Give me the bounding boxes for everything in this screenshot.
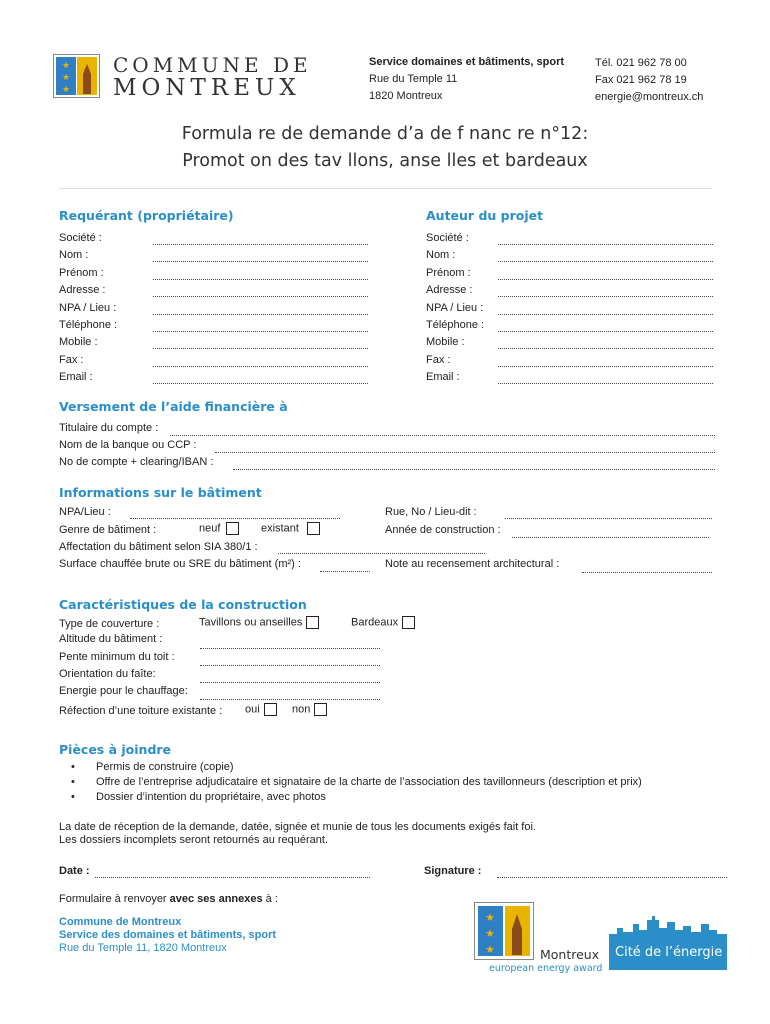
auteur-field-label: Nom :: [426, 249, 456, 262]
date-input[interactable]: [95, 877, 370, 878]
svg-text:★: ★: [61, 73, 71, 83]
crest-icon: [53, 54, 100, 98]
auteur-field-input[interactable]: [498, 331, 713, 332]
refection-label: Réfection d’une toiture existante :: [59, 705, 223, 717]
auteur-field-label: NPA / Lieu :: [426, 301, 484, 314]
altitude-label: Altitude du bâtiment :: [59, 633, 163, 645]
tavillons-label: Tavillons ou anseilles: [199, 616, 303, 629]
auteur-field-input[interactable]: [498, 366, 713, 367]
rue-label: Rue, No / Lieu-dit :: [385, 506, 477, 518]
auteur-field-input[interactable]: [498, 296, 713, 297]
requerant-field-input[interactable]: [153, 244, 368, 245]
existant-checkbox[interactable]: [307, 522, 320, 535]
list-item: • Permis de construire (copie): [71, 761, 234, 773]
couverture-label: Type de couverture :: [59, 618, 160, 630]
form-title-line1: Formula re de demande d’a de f nanc re n°12:: [181, 124, 589, 144]
footer-montreux: Montreux: [540, 947, 600, 962]
auteur-field-label: Adresse :: [426, 284, 473, 297]
pente-label: Pente minimum du toit :: [59, 651, 175, 663]
requerant-field-label: Téléphone :: [59, 319, 118, 331]
requerant-field-label: Fax :: [59, 353, 84, 366]
pieces-list: [71, 761, 642, 806]
auteur-field-input[interactable]: [498, 279, 713, 280]
auteur-field-input[interactable]: [498, 314, 713, 315]
neuf-checkbox[interactable]: [226, 522, 239, 535]
energie-label: Energie pour le chauffage:: [59, 685, 188, 697]
date-label: Date :: [59, 865, 90, 877]
list-item: • Dossier d’intention du propriétaire, avec photos: [71, 791, 326, 803]
footer-eea: european energy award: [489, 963, 603, 974]
auteur-field-label: Mobile :: [426, 336, 465, 349]
commune-crest: [53, 54, 100, 98]
address-line2: Service des domaines et bâtiments, sport: [59, 929, 277, 941]
renvoyer-text: Formulaire à renvoyer avec ses annexes à :: [59, 893, 278, 905]
annee-input[interactable]: [512, 537, 709, 538]
header-service: Service domaines et bâtiments, sport: [369, 56, 565, 68]
requerant-field-label: Mobile :: [59, 336, 98, 349]
compte-label: No de compte + clearing/IBAN :: [59, 456, 214, 468]
form-title-line2: Promot on des tav llons, anse lles et bardeaux: [182, 151, 588, 171]
auteur-field-input[interactable]: [498, 261, 713, 262]
note-label: Note au recensement architectural :: [385, 558, 560, 570]
iban-input[interactable]: [233, 469, 715, 470]
auteur-field-input[interactable]: [498, 244, 713, 245]
rue-input[interactable]: [505, 518, 712, 519]
npa-label: NPA/Lieu :: [59, 506, 111, 518]
pente-input[interactable]: [200, 665, 380, 666]
auteur-field-label: Email :: [426, 371, 460, 384]
logo-line1: COMMUNE DE: [113, 53, 312, 77]
address-line3: Rue du Temple 11, 1820 Montreux: [59, 942, 227, 954]
auteur-heading: Auteur du projet: [426, 208, 544, 223]
bardeaux-label: Bardeaux: [351, 616, 399, 629]
note-input[interactable]: [582, 572, 712, 573]
svg-text:★: ★: [61, 85, 71, 95]
header-email[interactable]: energie@montreux.ch: [595, 91, 704, 103]
footer-crest: [474, 902, 534, 960]
neuf-label: neuf: [199, 522, 221, 535]
signature-input[interactable]: [497, 877, 727, 878]
orientation-label: Orientation du faîte:: [59, 668, 156, 680]
notice-line1: La date de réception de la demande, datée, signée et munie de tous les documents exigés fait foi.: [59, 821, 536, 833]
titulaire-input[interactable]: [170, 435, 715, 436]
auteur-field-label: Téléphone :: [426, 319, 485, 331]
auteur-field-label: Prénom :: [426, 266, 471, 279]
requerant-field-input[interactable]: [153, 366, 368, 367]
auteur-field-label: Société :: [426, 232, 469, 244]
requerant-field-input[interactable]: [153, 261, 368, 262]
annee-label: Année de construction :: [385, 524, 501, 536]
svg-text:★: ★: [61, 61, 71, 71]
affectation-label: Affectation du bâtiment selon SIA 380/1 :: [59, 541, 258, 553]
notice-line2: Les dossiers incomplets seront retournés au requérant.: [59, 834, 329, 846]
non-checkbox[interactable]: [314, 703, 327, 716]
requerant-field-input[interactable]: [153, 331, 368, 332]
requerant-field-input[interactable]: [153, 348, 368, 349]
header-tel: Tél. 021 962 78 00: [595, 57, 687, 69]
header-street: Rue du Temple 11: [369, 73, 458, 85]
requerant-field-label: Email :: [59, 371, 93, 384]
affectation-input[interactable]: [278, 553, 485, 554]
tavillons-checkbox[interactable]: [306, 616, 319, 629]
titulaire-label: Titulaire du compte :: [59, 422, 159, 434]
existant-label: existant: [261, 522, 299, 535]
requerant-field-label: Prénom :: [59, 266, 104, 279]
auteur-field-input[interactable]: [498, 383, 713, 384]
genre-label: Genre de bâtiment :: [59, 524, 157, 536]
crest-icon: [474, 902, 534, 960]
logo-line2: MONTREUX: [113, 75, 301, 101]
svg-text:★: ★: [485, 927, 495, 940]
oui-checkbox[interactable]: [264, 703, 277, 716]
requerant-field-label: NPA / Lieu :: [59, 301, 117, 314]
list-item: • Offre de l’entreprise adjudicataire et signataire de la charte de l’association des tavillonneurs (description et prix): [71, 776, 642, 788]
header-city: 1820 Montreux: [369, 90, 443, 102]
energie-input[interactable]: [200, 699, 380, 700]
signature-label: Signature :: [424, 865, 482, 877]
cite-energie-text: Cité de l’énergie: [615, 945, 723, 960]
auteur-field-input[interactable]: [498, 348, 713, 349]
cite-energie-logo: [609, 912, 727, 970]
surface-label: Surface chauffée brute ou SRE du bâtiment (m²) :: [59, 558, 301, 570]
altitude-input[interactable]: [200, 648, 380, 649]
oui-label: oui: [245, 703, 260, 716]
header-fax: Fax 021 962 78 19: [595, 74, 687, 86]
construction-heading: Caractéristiques de la construction: [59, 597, 307, 612]
requerant-field-input[interactable]: [153, 314, 368, 315]
banque-input[interactable]: [215, 452, 715, 453]
batiment-heading: Informations sur le bâtiment: [59, 485, 262, 500]
svg-text:★: ★: [485, 911, 495, 924]
skyline-icon: [609, 912, 727, 970]
non-label: non: [292, 703, 311, 716]
requerant-field-label: Société :: [59, 232, 102, 244]
bardeaux-checkbox[interactable]: [402, 616, 415, 629]
orientation-input[interactable]: [200, 682, 380, 683]
pieces-heading: Pièces à joindre: [59, 742, 172, 757]
requerant-heading: Requérant (propriétaire): [59, 208, 234, 223]
svg-text:★: ★: [485, 943, 495, 956]
banque-label: Nom de la banque ou CCP :: [59, 439, 197, 451]
versement-heading: Versement de l’aide financière à: [59, 399, 288, 414]
title-divider: [59, 188, 712, 189]
requerant-field-label: Adresse :: [59, 284, 106, 297]
address-line1: Commune de Montreux: [59, 916, 182, 928]
requerant-field-input[interactable]: [153, 296, 368, 297]
npa-input[interactable]: [130, 518, 340, 519]
requerant-field-input[interactable]: [153, 279, 368, 280]
requerant-field-input[interactable]: [153, 383, 368, 384]
surface-input[interactable]: [320, 571, 370, 572]
auteur-field-label: Fax :: [426, 353, 451, 366]
requerant-field-label: Nom :: [59, 249, 89, 262]
